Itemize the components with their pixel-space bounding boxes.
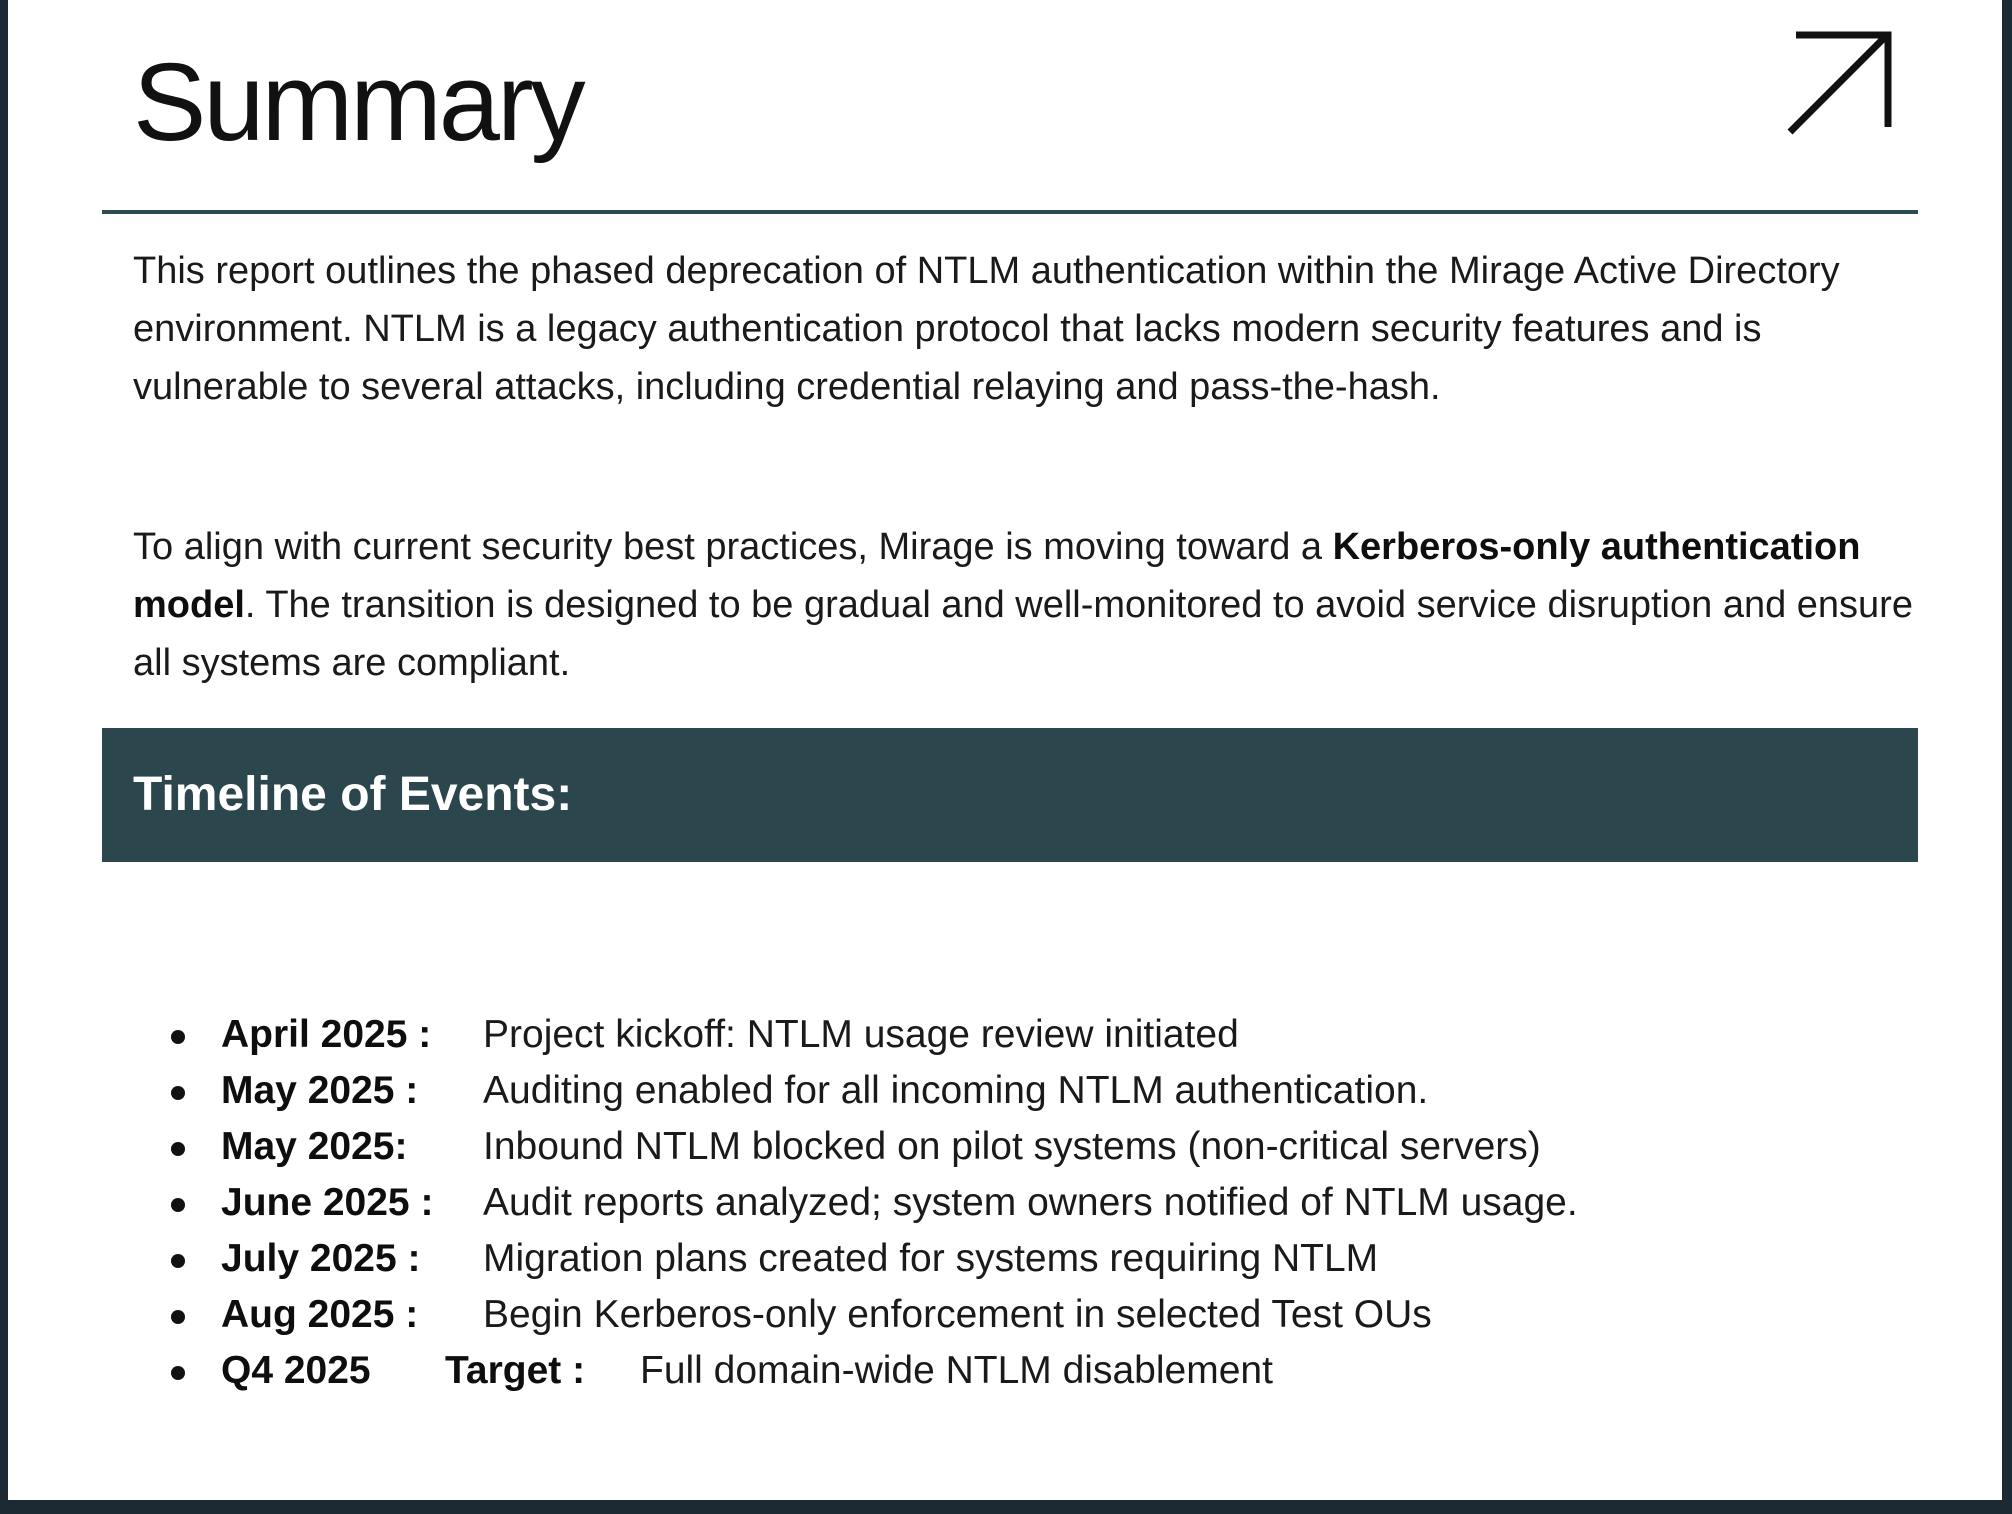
timeline-date: April 2025 : <box>221 1013 432 1056</box>
timeline-date: Q4 2025 <box>221 1349 371 1392</box>
bullet <box>171 1310 185 1324</box>
timeline-date: May 2025: <box>221 1125 408 1168</box>
summary-paragraph-2 <box>133 518 1923 692</box>
timeline-event: Migration plans created for systems requiring NTLM <box>483 1237 1379 1280</box>
timeline-date: May 2025 : <box>221 1069 419 1112</box>
timeline-date: June 2025 : <box>221 1181 434 1224</box>
bullet <box>171 1142 185 1156</box>
page-title: Summary <box>133 41 583 164</box>
timeline-event: Begin Kerberos-only enforcement in selected Test OUs <box>483 1293 1432 1336</box>
summary-paragraph-2-text: To align with current security best practices, Mirage is moving toward a <box>133 526 1333 568</box>
timeline-event: Project kickoff: NTLM usage review initiated <box>483 1013 1239 1056</box>
bullet <box>171 1254 185 1268</box>
timeline-event: Auditing enabled for all incoming NTLM authentication. <box>483 1069 1429 1112</box>
bullet <box>171 1198 185 1212</box>
bullet <box>171 1030 185 1044</box>
kerberos-highlight: Kerberos-only authentication model <box>133 526 1861 626</box>
arrow-up-right-icon[interactable] <box>1780 28 1898 146</box>
bullet <box>171 1086 185 1100</box>
timeline-date: Aug 2025 : <box>221 1293 419 1336</box>
title-divider <box>102 210 1918 214</box>
timeline-event: Full domain-wide NTLM disablement <box>640 1349 1273 1392</box>
summary-paragraph-1: This report outlines the phased deprecation of NTLM authentication within the Mirage Active Directory environment. NTLM is a legacy authentication protocol that lacks modern security features and is vulnerable to several attacks, including credential relaying and pass-the-hash. <box>133 250 1840 408</box>
timeline-banner <box>102 728 1918 862</box>
bullet <box>171 1366 185 1380</box>
timeline-target-label: Target : <box>445 1349 586 1392</box>
timeline-event: Inbound NTLM blocked on pilot systems (non-critical servers) <box>483 1125 1541 1168</box>
summary-paragraph-2-rest: . The transition is designed to be gradual and well-monitored to avoid service disruption and ensure all systems are compliant. <box>133 584 1913 684</box>
timeline-event: Audit reports analyzed; system owners notified of NTLM usage. <box>483 1181 1578 1224</box>
timeline-heading: Timeline of Events: <box>133 768 573 821</box>
timeline-date: July 2025 : <box>221 1237 421 1280</box>
report-page <box>8 0 2002 1500</box>
